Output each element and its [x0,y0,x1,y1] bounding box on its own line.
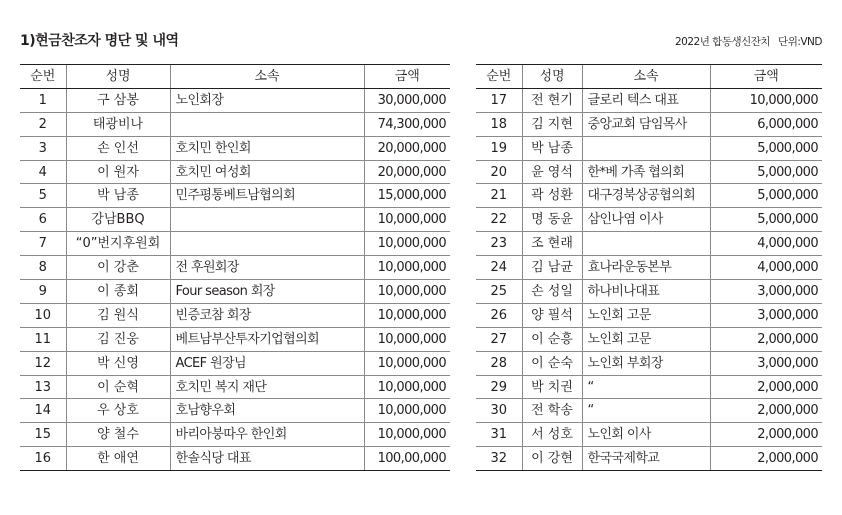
table-row [20,303,450,327]
donor-affiliation: “ [582,399,710,423]
row-number: 9 [20,280,66,304]
row-number: 20 [476,160,522,184]
row-number: 25 [476,280,522,304]
donor-affiliation: 하나비나대표 [582,280,710,304]
donor-name: 전 현기 [522,88,582,112]
donation-amount: 3,000,000 [710,303,822,327]
donation-amount: 5,000,000 [710,208,822,232]
donation-amount: 2,000,000 [710,327,822,351]
donation-amount: 10,000,000 [364,256,450,280]
table-row [20,399,450,423]
table-row [20,351,450,375]
donor-affiliation: 베트남부산투자기업협의회 [170,327,364,351]
donor-name: 이 강현 [522,447,582,471]
table-row [476,256,822,280]
donor-name: 우 상호 [66,399,170,423]
donor-name: 윤 영석 [522,160,582,184]
row-number: 8 [20,256,66,280]
donor-name: 태광비나 [66,112,170,136]
donation-amount: 10,000,000 [364,303,450,327]
donor-name: 김 남균 [522,256,582,280]
header-affiliation: 소속 [582,65,710,89]
donor-name: 김 원식 [66,303,170,327]
donor-affiliation: 한*베 가족 협의회 [582,160,710,184]
table-row [476,184,822,208]
row-number: 17 [476,88,522,112]
row-number: 7 [20,232,66,256]
donor-name: “0”번지후원회 [66,232,170,256]
header-amount: 금액 [710,65,822,89]
donation-amount: 3,000,000 [710,280,822,304]
donor-affiliation: 대구경북상공협의회 [582,184,710,208]
donation-amount: 2,000,000 [710,399,822,423]
donor-name: 서 성호 [522,423,582,447]
donor-name: 손 인선 [66,136,170,160]
donor-name: 구 삼봉 [66,88,170,112]
donor-affiliation: Four season 회장 [170,280,364,304]
header-name: 성명 [66,65,170,89]
donor-name: 전 학송 [522,399,582,423]
donor-name: 강남BBQ [66,208,170,232]
table-row [20,160,450,184]
donor-affiliation: 바리아붕따우 한인회 [170,423,364,447]
table-row [476,280,822,304]
donor-affiliation: 호치민 한인회 [170,136,364,160]
table-row [476,88,822,112]
row-number: 24 [476,256,522,280]
donation-amount: 4,000,000 [710,256,822,280]
donor-affiliation: 한국국제학교 [582,447,710,471]
table-row [476,399,822,423]
donation-amount: 10,000,000 [364,208,450,232]
donor-affiliation: 빈증코참 회장 [170,303,364,327]
header-name: 성명 [522,65,582,89]
row-number: 32 [476,447,522,471]
donor-affiliation: 호치민 복지 재단 [170,375,364,399]
donor-affiliation: 전 후원회장 [170,256,364,280]
row-number: 1 [20,88,66,112]
donor-name: 손 성일 [522,280,582,304]
donation-amount: 20,000,000 [364,160,450,184]
donation-amount: 5,000,000 [710,136,822,160]
table-row [20,280,450,304]
table-row [476,112,822,136]
donation-amount: 10,000,000 [364,351,450,375]
donor-affiliation: 호치민 여성회 [170,160,364,184]
donor-affiliation: 삼인나염 이사 [582,208,710,232]
header-number: 순번 [20,65,66,89]
page-title: 1)현금찬조자 명단 및 내역 [20,33,179,49]
donor-affiliation [170,232,364,256]
row-number: 3 [20,136,66,160]
donor-name: 곽 성환 [522,184,582,208]
donor-name: 박 남종 [66,184,170,208]
row-number: 22 [476,208,522,232]
donor-affiliation: 노인회장 [170,88,364,112]
table-row [476,136,822,160]
table-row [20,375,450,399]
table-row [476,232,822,256]
currency-unit: 단위:VND [778,36,822,48]
row-number: 29 [476,375,522,399]
donor-affiliation [582,232,710,256]
donor-affiliation: 중앙교회 담임목사 [582,112,710,136]
donation-amount: 10,000,000 [710,88,822,112]
table-row [20,256,450,280]
row-number: 14 [20,399,66,423]
row-number: 6 [20,208,66,232]
table-row [20,447,450,471]
row-number: 5 [20,184,66,208]
document-meta [675,34,822,49]
row-number: 27 [476,327,522,351]
donation-amount: 100,00,000 [364,447,450,471]
row-number: 31 [476,423,522,447]
donor-name: 이 원자 [66,160,170,184]
row-number: 19 [476,136,522,160]
table-row [20,232,450,256]
donation-amount: 10,000,000 [364,280,450,304]
row-number: 10 [20,303,66,327]
donor-name: 이 순혁 [66,375,170,399]
header-number: 순번 [476,65,522,89]
table-row [476,447,822,471]
donor-affiliation [170,208,364,232]
donor-affiliation [170,112,364,136]
donation-amount: 30,000,000 [364,88,450,112]
donor-name: 양 필석 [522,303,582,327]
donation-amount: 5,000,000 [710,160,822,184]
donor-name: 김 지현 [522,112,582,136]
table-row [20,136,450,160]
donor-name: 박 신영 [66,351,170,375]
donation-amount: 15,000,000 [364,184,450,208]
row-number: 21 [476,184,522,208]
donor-table-left [20,64,450,471]
table-row [476,375,822,399]
donation-amount: 4,000,000 [710,232,822,256]
donation-amount: 10,000,000 [364,232,450,256]
row-number: 2 [20,112,66,136]
donor-affiliation: “ [582,375,710,399]
donor-affiliation: 노인회 고문 [582,327,710,351]
header-amount: 금액 [364,65,450,89]
donation-amount: 10,000,000 [364,423,450,447]
table-row [476,423,822,447]
row-number: 11 [20,327,66,351]
row-number: 12 [20,351,66,375]
row-number: 4 [20,160,66,184]
donor-name: 이 강춘 [66,256,170,280]
row-number: 23 [476,232,522,256]
table-row [20,184,450,208]
header-affiliation: 소속 [170,65,364,89]
donor-affiliation: ACEF 원장님 [170,351,364,375]
row-number: 18 [476,112,522,136]
donor-table-right [476,64,822,471]
donor-name: 명 동윤 [522,208,582,232]
donor-affiliation: 노인회 이사 [582,423,710,447]
donor-name: 이 종회 [66,280,170,304]
donor-name: 박 남종 [522,136,582,160]
donation-amount: 6,000,000 [710,112,822,136]
donor-affiliation: 노인회 고문 [582,303,710,327]
donation-amount: 2,000,000 [710,375,822,399]
row-number: 13 [20,375,66,399]
table-row [476,327,822,351]
donation-amount: 2,000,000 [710,447,822,471]
donor-affiliation: 노인회 부회장 [582,351,710,375]
donor-affiliation: 효나라운동본부 [582,256,710,280]
row-number: 16 [20,447,66,471]
table-row [20,112,450,136]
row-number: 28 [476,351,522,375]
row-number: 15 [20,423,66,447]
donation-amount: 10,000,000 [364,327,450,351]
donor-affiliation: 글로리 텍스 대표 [582,88,710,112]
event-source: 2022년 합동생신잔치 [674,36,771,48]
donor-affiliation: 민주평통베트남협의회 [170,184,364,208]
donation-amount: 10,000,000 [364,399,450,423]
table-row [20,423,450,447]
donor-name: 박 치권 [522,375,582,399]
table-row [476,351,822,375]
donation-amount: 3,000,000 [710,351,822,375]
table-row [476,160,822,184]
donor-name: 이 순숙 [522,351,582,375]
donor-name: 조 현래 [522,232,582,256]
donation-amount: 10,000,000 [364,375,450,399]
donation-amount: 74,300,000 [364,112,450,136]
donor-affiliation: 한솔식당 대표 [170,447,364,471]
table-row [20,208,450,232]
row-number: 30 [476,399,522,423]
table-header-row [20,65,450,89]
table-row [476,303,822,327]
donor-name: 이 순흥 [522,327,582,351]
donation-amount: 2,000,000 [710,423,822,447]
table-row [476,208,822,232]
donation-amount: 20,000,000 [364,136,450,160]
donor-name: 한 애연 [66,447,170,471]
donor-affiliation [582,136,710,160]
table-header-row [476,65,822,89]
table-row [20,327,450,351]
row-number: 26 [476,303,522,327]
donor-name: 양 철수 [66,423,170,447]
donation-amount: 5,000,000 [710,184,822,208]
table-row [20,88,450,112]
donor-name: 김 진웅 [66,327,170,351]
donor-affiliation: 호남향우회 [170,399,364,423]
